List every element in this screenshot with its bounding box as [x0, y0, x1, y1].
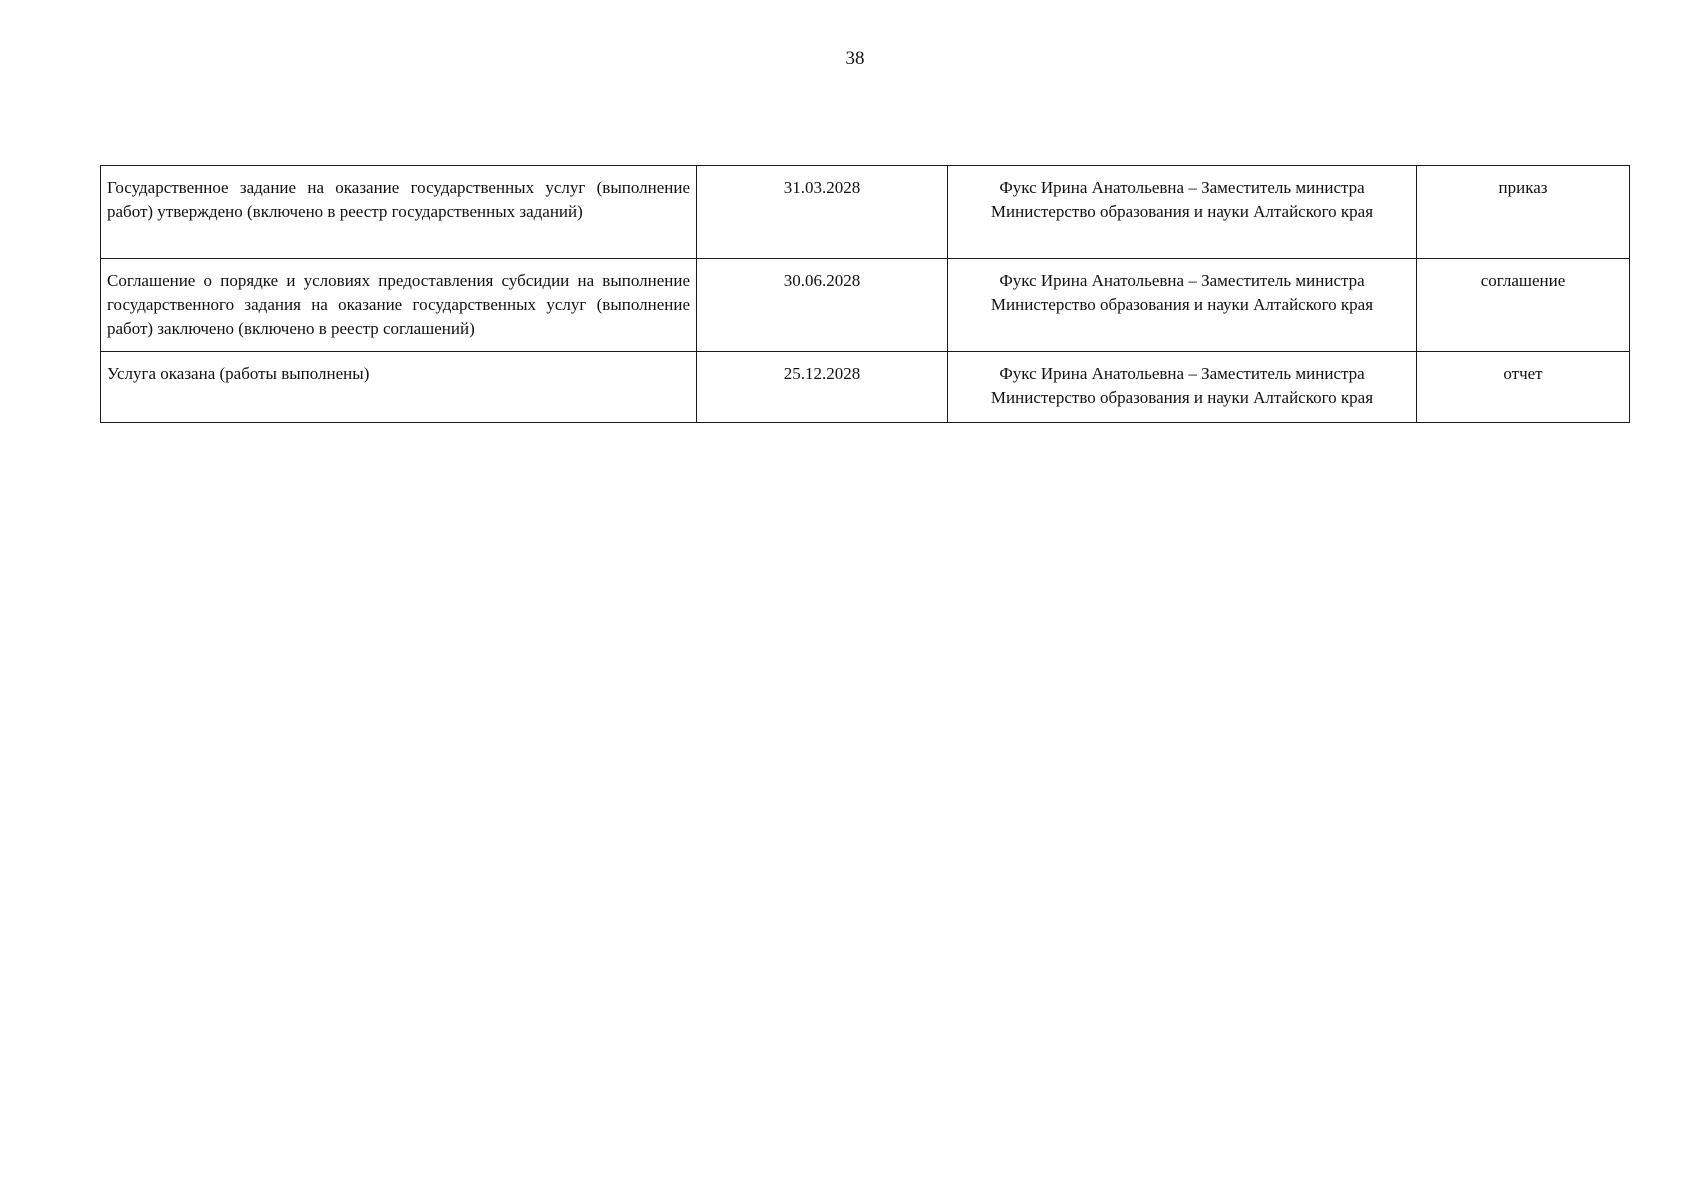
table-row	[101, 166, 1630, 259]
table-row	[101, 259, 1630, 352]
responsible-org: Министерство образования и науки Алтайского края	[990, 295, 1374, 314]
cell-description: Государственное задание на оказание государственных услуг (выполнение работ) утверждено (включено в реестр государственных заданий)	[101, 166, 697, 259]
cell-date: 25.12.2028	[697, 352, 948, 423]
cell-date: 30.06.2028	[697, 259, 948, 352]
cell-responsible	[948, 352, 1417, 423]
responsible-name: Фукс Ирина Анатольевна – Заместитель министра	[999, 364, 1365, 383]
cell-document-type: приказ	[1417, 166, 1630, 259]
page-number: 38	[845, 48, 865, 69]
cell-responsible	[948, 166, 1417, 259]
cell-date: 31.03.2028	[697, 166, 948, 259]
cell-document-type: соглашение	[1417, 259, 1630, 352]
cell-description: Соглашение о порядке и условиях предоставления субсидии на выполнение государственного задания на оказание государственных услуг (выполнение работ) заключено (включено в реестр соглашений)	[101, 259, 697, 352]
responsible-org: Министерство образования и науки Алтайского края	[990, 202, 1374, 221]
cell-responsible	[948, 259, 1417, 352]
responsible-name: Фукс Ирина Анатольевна – Заместитель министра	[999, 178, 1365, 197]
control-points-table	[100, 165, 1630, 423]
cell-document-type: отчет	[1417, 352, 1630, 423]
table-row	[101, 352, 1630, 423]
responsible-org: Министерство образования и науки Алтайского края	[990, 388, 1374, 407]
responsible-name: Фукс Ирина Анатольевна – Заместитель министра	[999, 271, 1365, 290]
cell-description: Услуга оказана (работы выполнены)	[101, 352, 697, 423]
